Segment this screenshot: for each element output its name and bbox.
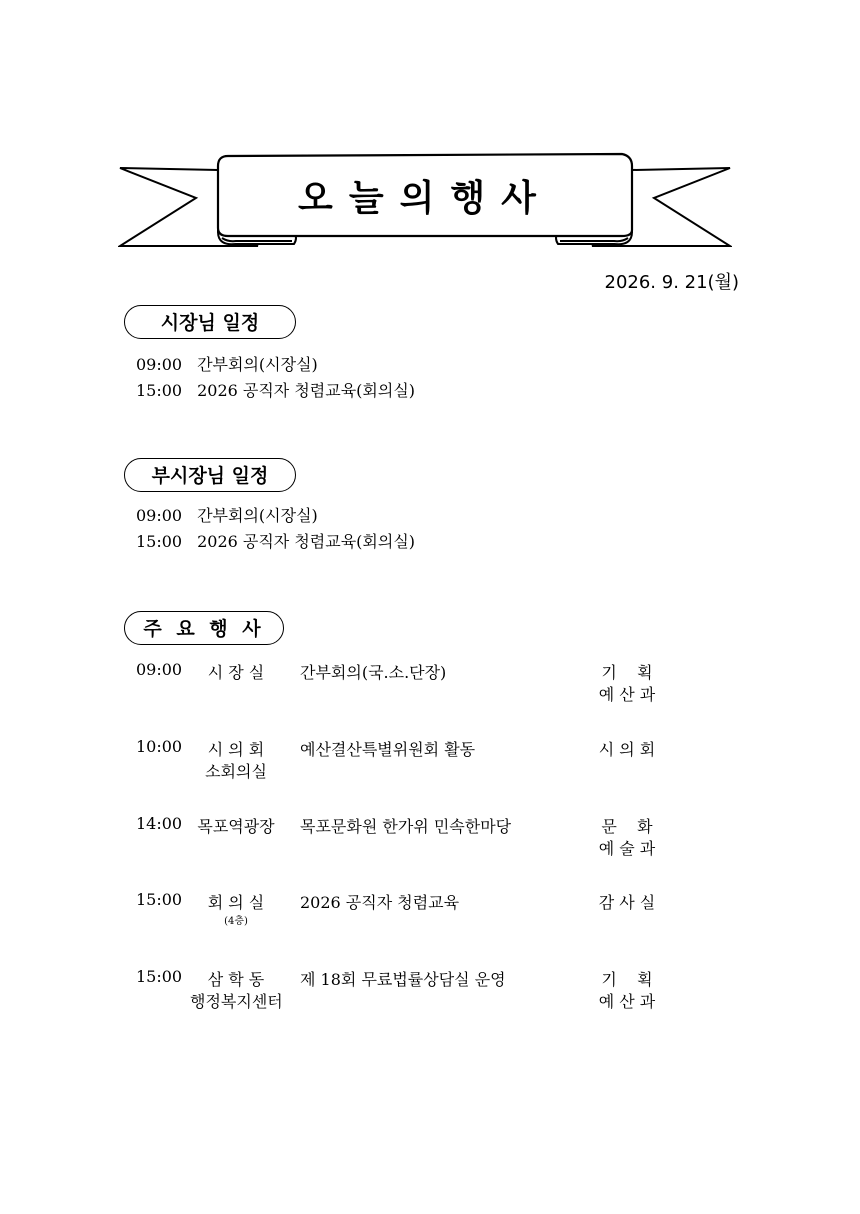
event-place-sub: 행정복지센터 bbox=[190, 992, 283, 1011]
title-banner bbox=[118, 150, 732, 250]
event-place: 회 의 실 bbox=[207, 893, 265, 912]
schedule-text: 간부회의(시장실) bbox=[197, 355, 318, 374]
event-row bbox=[0, 660, 860, 710]
event-row bbox=[0, 967, 860, 1017]
event-place: 시 의 회 bbox=[207, 740, 265, 759]
event-place: 목포역광장 bbox=[197, 817, 275, 836]
event-description: 예산결산특별위원회 활동 bbox=[300, 740, 476, 759]
event-place: 삼 학 동 bbox=[207, 970, 265, 989]
schedule-time: 15:00 bbox=[136, 381, 183, 400]
event-time: 14:00 bbox=[136, 814, 183, 833]
page-title: 오늘의행사 bbox=[298, 178, 552, 219]
vice-mayor-schedule-item bbox=[136, 503, 318, 526]
event-time: 15:00 bbox=[136, 890, 183, 909]
schedule-text: 2026 공직자 청렴교육(회의실) bbox=[197, 532, 416, 551]
event-row bbox=[0, 814, 860, 864]
event-description: 목포문화원 한가위 민속한마당 bbox=[300, 817, 512, 836]
event-time: 10:00 bbox=[136, 737, 183, 756]
schedule-time: 09:00 bbox=[136, 506, 183, 525]
event-row bbox=[0, 737, 860, 787]
event-department-line2: 예 산 과 bbox=[598, 685, 656, 704]
event-row bbox=[0, 890, 860, 940]
event-place-note: (4층) bbox=[224, 916, 248, 927]
event-department: 감 사 실 bbox=[598, 893, 656, 912]
schedule-time: 15:00 bbox=[136, 532, 183, 551]
event-description: 제 18회 무료법률상담실 운영 bbox=[300, 970, 506, 989]
event-department: 기 획 bbox=[601, 970, 653, 989]
schedule-time: 09:00 bbox=[136, 355, 183, 374]
vice-mayor-schedule-item bbox=[136, 529, 415, 552]
event-department: 기 획 bbox=[601, 663, 653, 682]
event-department: 시 의 회 bbox=[598, 740, 656, 759]
vice-mayor-schedule-heading: 부시장님 일정 bbox=[124, 458, 296, 492]
event-department: 문 화 bbox=[601, 817, 653, 836]
event-time: 09:00 bbox=[136, 660, 183, 679]
event-place: 시 장 실 bbox=[207, 663, 265, 682]
mayor-schedule-item bbox=[136, 378, 415, 401]
event-time: 15:00 bbox=[136, 967, 183, 986]
schedule-text: 간부회의(시장실) bbox=[197, 506, 318, 525]
date-label: 2026. 9. 21(월) bbox=[604, 272, 739, 293]
event-place-sub: 소회의실 bbox=[205, 762, 267, 781]
mayor-schedule-item bbox=[136, 352, 318, 375]
schedule-text: 2026 공직자 청렴교육(회의실) bbox=[197, 381, 416, 400]
major-events-heading: 주 요 행 사 bbox=[124, 611, 284, 645]
event-department-line2: 예 술 과 bbox=[598, 839, 656, 858]
event-description: 2026 공직자 청렴교육 bbox=[300, 893, 460, 912]
mayor-schedule-heading: 시장님 일정 bbox=[124, 305, 296, 339]
event-description: 간부회의(국.소.단장) bbox=[300, 663, 447, 682]
event-department-line2: 예 산 과 bbox=[598, 992, 656, 1011]
